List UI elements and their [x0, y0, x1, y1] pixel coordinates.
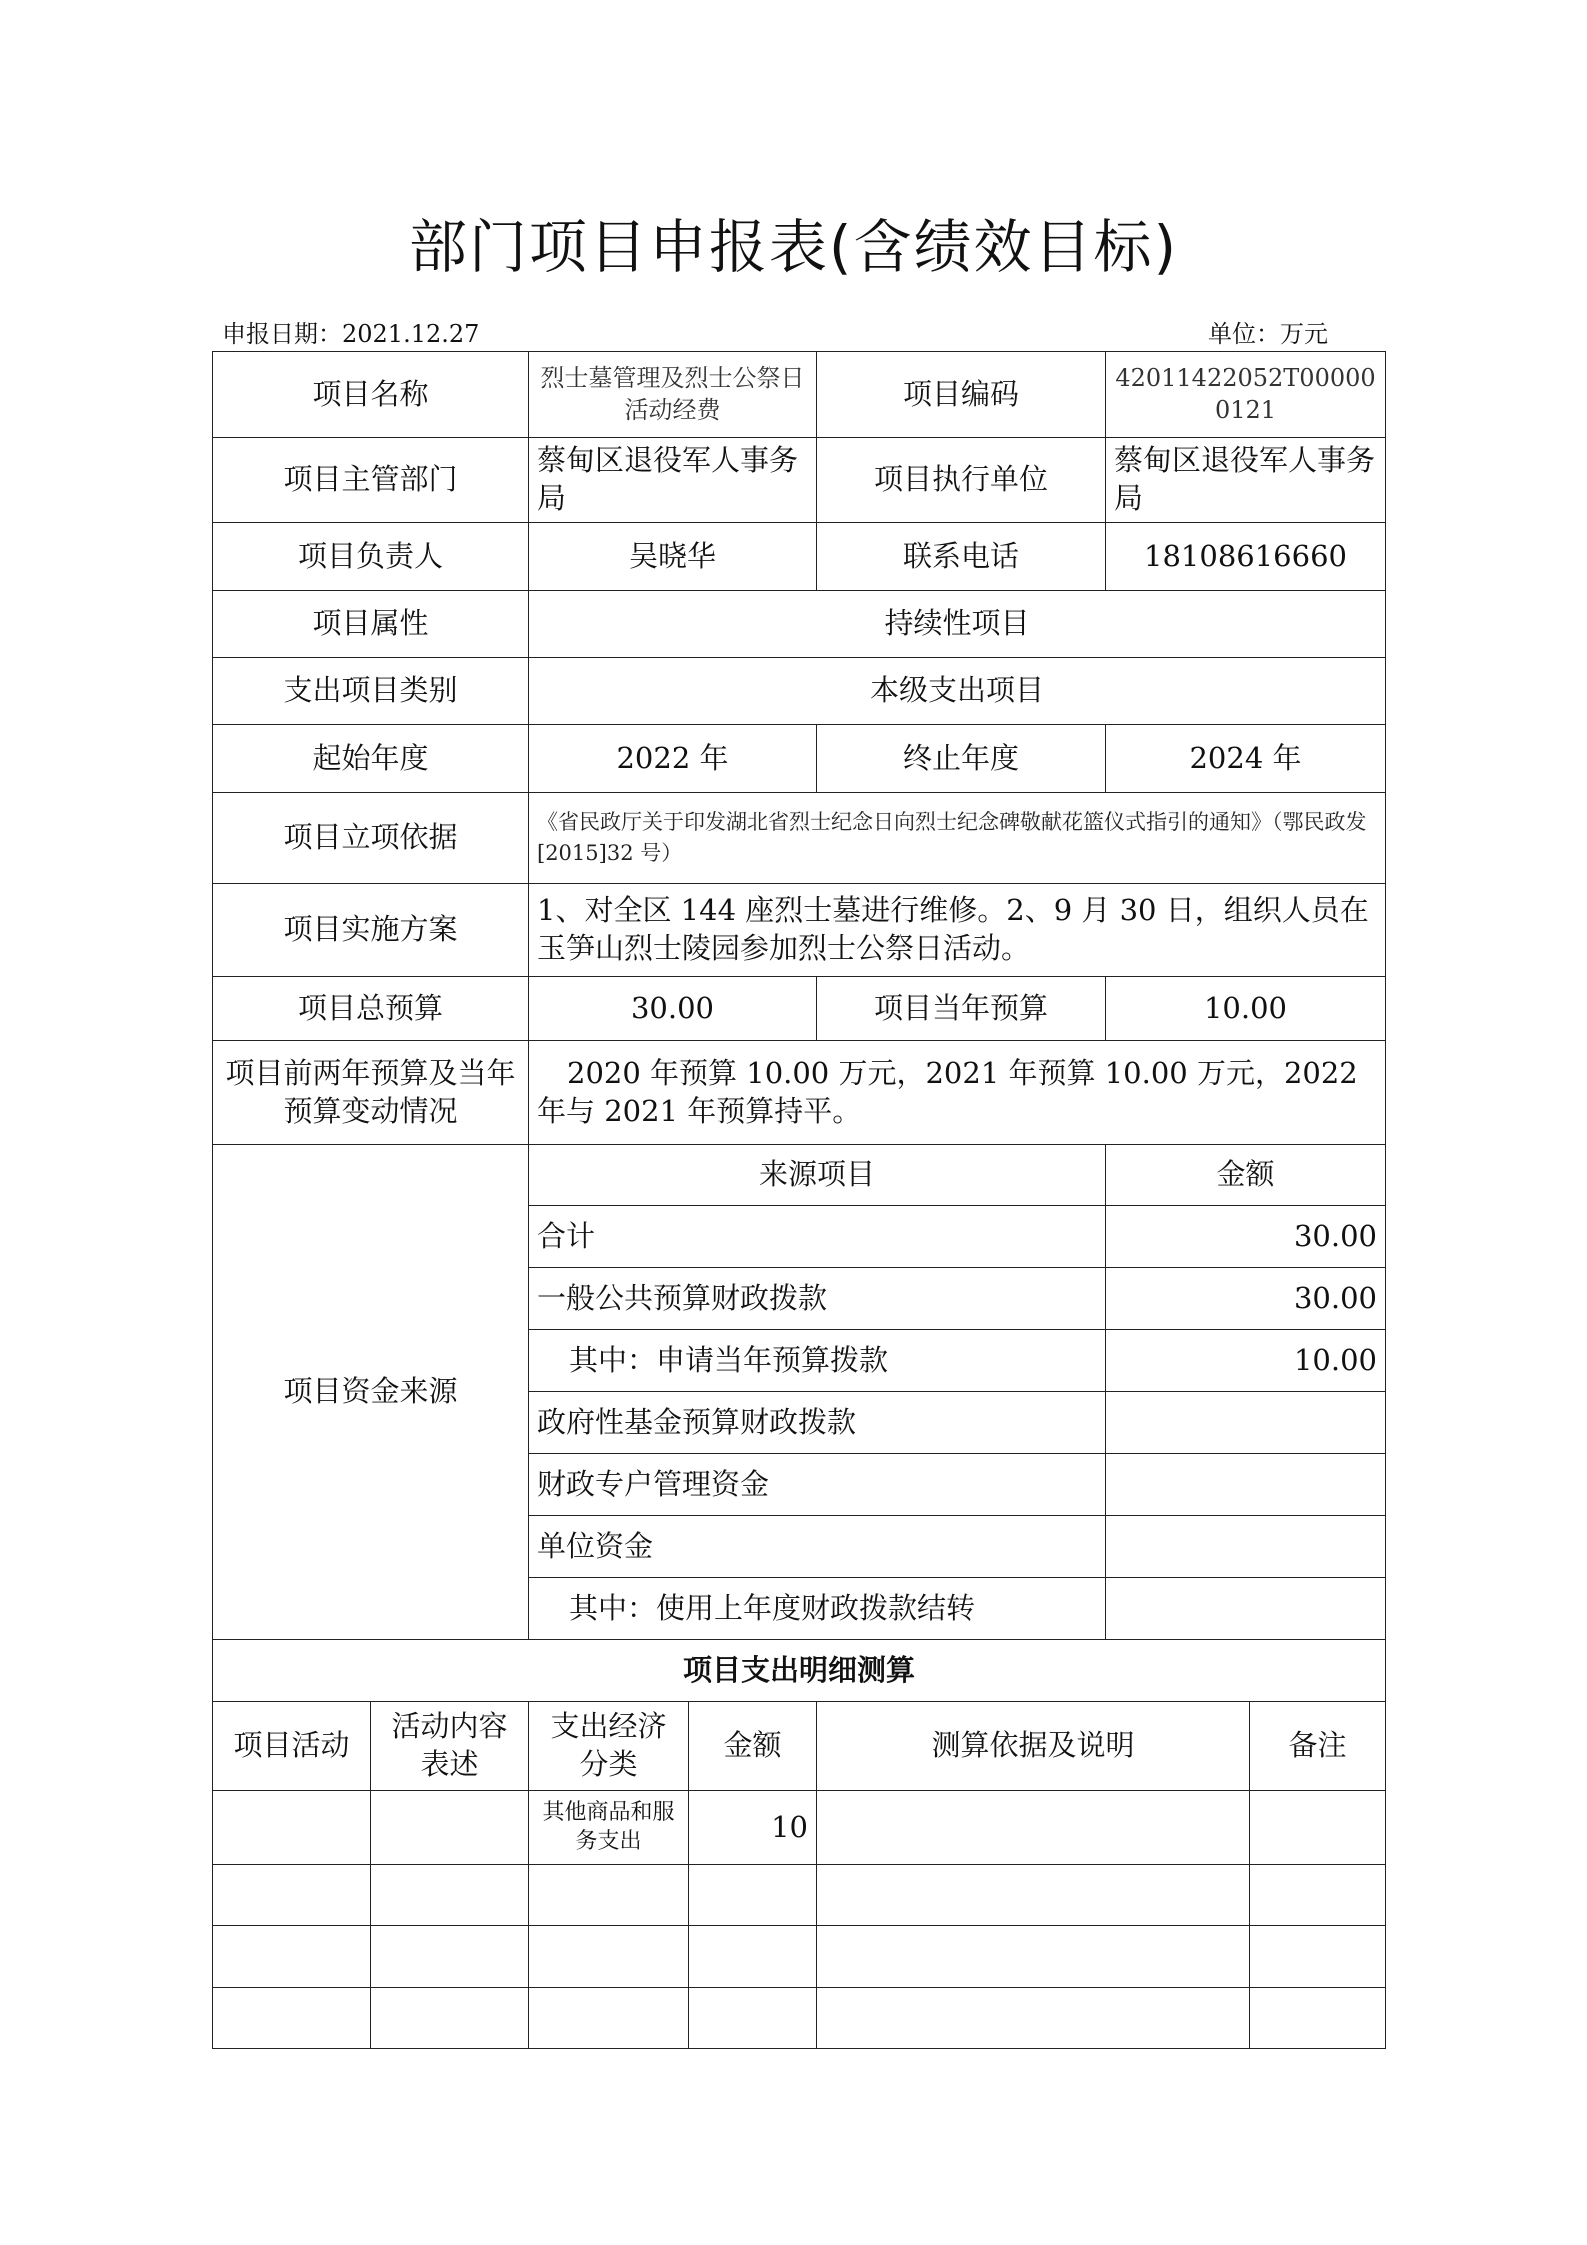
funding-item-name: 一般公共预算财政拨款: [529, 1268, 1106, 1330]
exec-value: 蔡甸区退役军人事务局: [1106, 438, 1386, 523]
detail-content: [371, 1865, 529, 1926]
funding-item-amount: 30.00: [1106, 1268, 1386, 1330]
phone-value: 18108616660: [1106, 523, 1386, 591]
start-label: 起始年度: [213, 725, 529, 793]
detail-econ: 其他商品和服务支出: [529, 1791, 689, 1865]
unit-label: 单位：万元: [1208, 320, 1328, 348]
detail-content: [371, 1988, 529, 2049]
detail-econ: [529, 1926, 689, 1988]
detail-header-note: 备注: [1250, 1702, 1386, 1791]
detail-note: [1250, 1926, 1386, 1988]
exec-label: 项目执行单位: [817, 438, 1106, 523]
phone-label: 联系电话: [817, 523, 1106, 591]
change-value: 2020 年预算 10.00 万元，2021 年预算 10.00 万元，2022 年与 2021 年预算持平。: [529, 1041, 1386, 1145]
funding-item-name: 其中：使用上年度财政拨款结转: [529, 1578, 1106, 1640]
detail-note: [1250, 1988, 1386, 2049]
attr-value: 持续性项目: [529, 591, 1386, 658]
category-value: 本级支出项目: [529, 658, 1386, 725]
leader-value: 吴晓华: [529, 523, 817, 591]
detail-activity: [213, 1988, 371, 2049]
funding-header-source: 来源项目: [529, 1145, 1106, 1206]
dept-label: 项目主管部门: [213, 438, 529, 523]
name-label: 项目名称: [213, 352, 529, 438]
detail-basis: [817, 1988, 1250, 2049]
start-value: 2022 年: [529, 725, 817, 793]
funding-item-name: 其中：申请当年预算拨款: [529, 1330, 1106, 1392]
declare-date: 申报日期：2021.12.27: [222, 320, 480, 348]
code-value: 42011422052T000000121: [1106, 352, 1386, 438]
page-title: 部门项目申报表(含绩效目标): [408, 213, 1179, 281]
funding-table: [212, 1144, 1386, 1640]
change-label: 项目前两年预算及当年预算变动情况: [213, 1041, 529, 1145]
detail-content: [371, 1926, 529, 1988]
detail-table: [212, 1639, 1386, 2049]
basis-value: 《省民政厅关于印发湖北省烈士纪念日向烈士纪念碑敬献花篮仪式指引的通知》（鄂民政发[2015]32 号）: [529, 793, 1386, 884]
table-row: [213, 1926, 1386, 1988]
funding-header-amount: 金额: [1106, 1145, 1386, 1206]
detail-activity: [213, 1791, 371, 1865]
detail-content: [371, 1791, 529, 1865]
detail-econ: [529, 1988, 689, 2049]
funding-item-name: 合计: [529, 1206, 1106, 1268]
detail-basis: [817, 1791, 1250, 1865]
detail-amount: [689, 1988, 817, 2049]
detail-econ: [529, 1865, 689, 1926]
table-row: [213, 1791, 1386, 1865]
funding-item-amount: [1106, 1392, 1386, 1454]
detail-amount: 10: [689, 1791, 817, 1865]
detail-activity: [213, 1926, 371, 1988]
table-row: [213, 1865, 1386, 1926]
end-label: 终止年度: [817, 725, 1106, 793]
code-label: 项目编码: [817, 352, 1106, 438]
detail-note: [1250, 1865, 1386, 1926]
funding-item-amount: [1106, 1578, 1386, 1640]
name-value: 烈士墓管理及烈士公祭日活动经费: [529, 352, 817, 438]
funding-item-name: 政府性基金预算财政拨款: [529, 1392, 1106, 1454]
plan-label: 项目实施方案: [213, 884, 529, 977]
funding-item-amount: [1106, 1516, 1386, 1578]
detail-title: 项目支出明细测算: [213, 1640, 1386, 1702]
year-budget-value: 10.00: [1106, 977, 1386, 1041]
detail-amount: [689, 1926, 817, 1988]
detail-header-basis: 测算依据及说明: [817, 1702, 1250, 1791]
detail-header-amount: 金额: [689, 1702, 817, 1791]
total-label: 项目总预算: [213, 977, 529, 1041]
dept-value: 蔡甸区退役军人事务局: [529, 438, 817, 523]
detail-amount: [689, 1865, 817, 1926]
total-value: 30.00: [529, 977, 817, 1041]
table-row: [213, 1988, 1386, 2049]
detail-header-content: 活动内容表述: [371, 1702, 529, 1791]
funding-item-name: 财政专户管理资金: [529, 1454, 1106, 1516]
attr-label: 项目属性: [213, 591, 529, 658]
leader-label: 项目负责人: [213, 523, 529, 591]
detail-basis: [817, 1926, 1250, 1988]
detail-basis: [817, 1865, 1250, 1926]
category-label: 支出项目类别: [213, 658, 529, 725]
funding-item-amount: [1106, 1454, 1386, 1516]
detail-activity: [213, 1865, 371, 1926]
basis-label: 项目立项依据: [213, 793, 529, 884]
funding-item-amount: 10.00: [1106, 1330, 1386, 1392]
year-budget-label: 项目当年预算: [817, 977, 1106, 1041]
project-form-table: [212, 351, 1386, 1145]
funding-item-amount: 30.00: [1106, 1206, 1386, 1268]
end-value: 2024 年: [1106, 725, 1386, 793]
funding-label: 项目资金来源: [213, 1145, 529, 1640]
plan-value: 1、对全区 144 座烈士墓进行维修。2、9 月 30 日，组织人员在玉笋山烈士陵园参加烈士公祭日活动。: [529, 884, 1386, 977]
detail-header-activity: 项目活动: [213, 1702, 371, 1791]
funding-item-name: 单位资金: [529, 1516, 1106, 1578]
detail-header-econ: 支出经济分类: [529, 1702, 689, 1791]
detail-note: [1250, 1791, 1386, 1865]
